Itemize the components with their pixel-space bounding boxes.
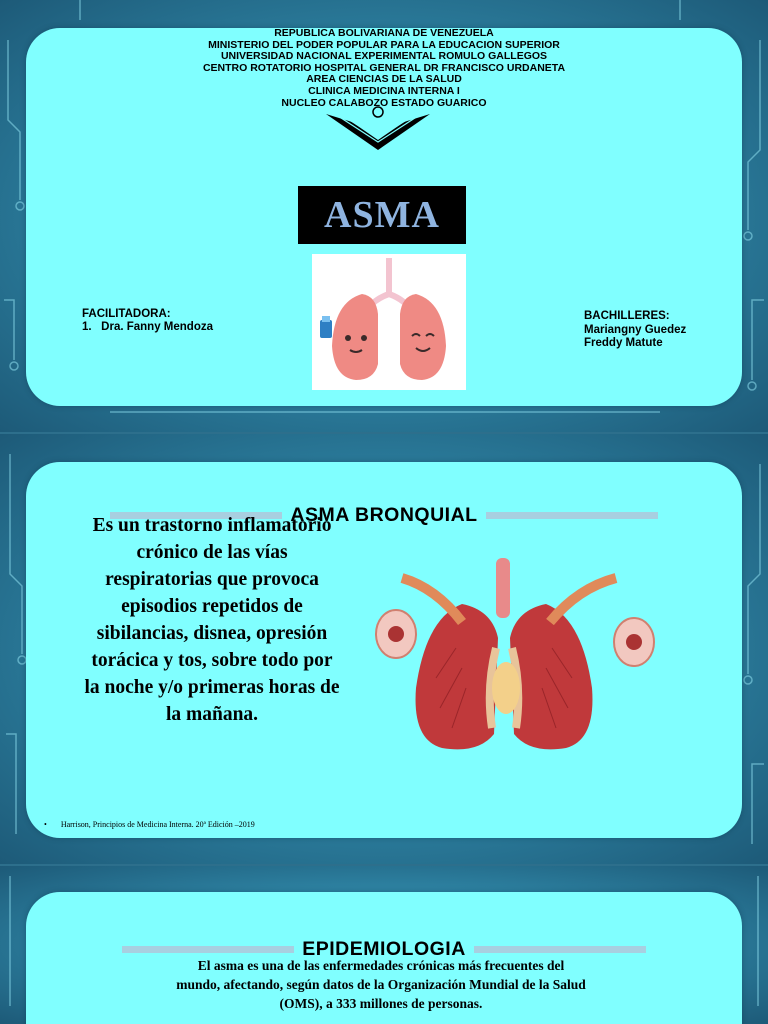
cartoon-lungs-image [312, 254, 466, 390]
slide-heading: ASMA BRONQUIAL [290, 504, 478, 526]
university-logo [324, 106, 432, 152]
facilitator-label: FACILITADORA: [82, 308, 171, 320]
heading-bar-left [122, 946, 294, 953]
institution-line: NUCLEO CALABOZO ESTADO GUARICO [281, 96, 487, 109]
student-name: Freddy Matute [584, 337, 663, 349]
slide-definition [0, 434, 768, 864]
title-box [298, 186, 466, 244]
slide-panel [26, 462, 742, 838]
institution-line: REPUBLICA BOLIVARIANA DE VENEZUELA [274, 27, 494, 39]
facilitator-block [82, 308, 213, 334]
slide-panel [26, 892, 742, 1024]
heading-bar-right [474, 946, 646, 953]
facilitator-name: 1. Dra. Fanny Mendoza [82, 321, 213, 333]
presentation-title: ASMA [324, 194, 440, 236]
asthma-definition: Es un trastorno inflamatorio crónico de las vías respiratorias que provoca episodios repetidos de sibilancias, disnea, opresión torácica y tos, sobre todo por la noche y/o primeras horas de la mañana. [84, 515, 340, 725]
slide-epidemiology [0, 866, 768, 1024]
institution-line: AREA CIENCIAS DE LA SALUD [306, 73, 462, 86]
slide-panel [26, 28, 742, 406]
student-name: Mariangny Guedez [584, 323, 687, 336]
slide-heading: EPIDEMIOLOGIA [302, 938, 466, 960]
institution-line: MINISTERIO DEL PODER POPULAR PARA LA EDUCACION SUPERIOR [208, 38, 560, 51]
reference-text: Harrison, Principios de Medicina Interna. 20ª Edición –2019 [60, 820, 255, 829]
institution-line: CLINICA MEDICINA INTERNA I [308, 84, 460, 97]
anatomical-lungs-image [366, 558, 656, 792]
heading-bar-right [486, 512, 658, 519]
reference-note [44, 820, 255, 829]
institution-line: CENTRO ROTATORIO HOSPITAL GENERAL DR FRANCISCO URDANETA [202, 61, 566, 74]
institution-header [26, 28, 742, 109]
reference-bullet: • [44, 820, 47, 829]
slide-title [0, 0, 768, 432]
students-label: BACHILLERES: [584, 310, 670, 322]
institution-line: UNIVERSIDAD NACIONAL EXPERIMENTAL ROMULO GALLEGOS [220, 50, 548, 63]
epidemiology-text: El asma es una de las enfermedades crónicas más frecuentes del mundo, afectando, según datos de la Organización Mundial de la Salud (OMS), a 333 millones de personas. [176, 958, 586, 1011]
students-block [584, 310, 686, 351]
